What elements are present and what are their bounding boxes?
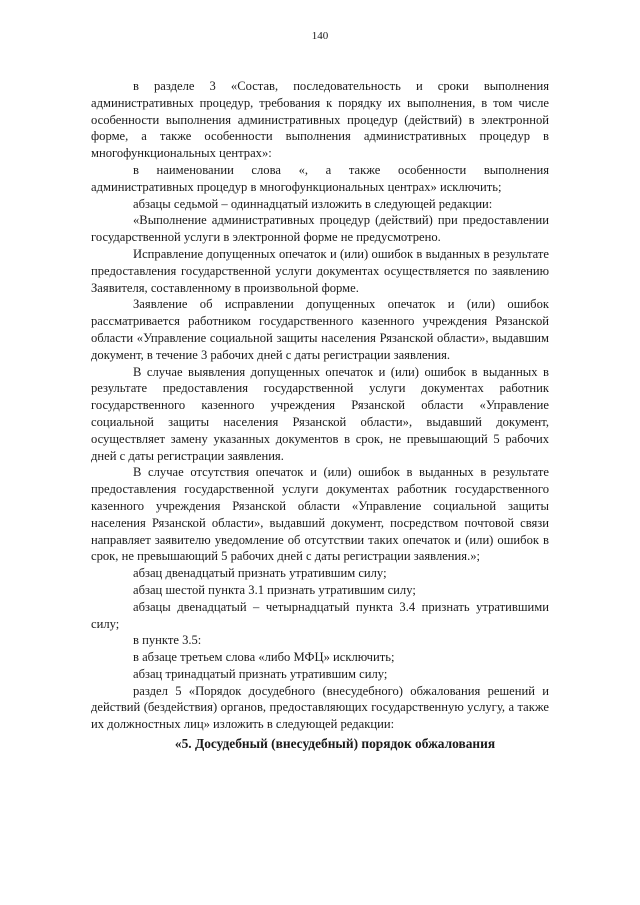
paragraph: абзац двенадцатый признать утратившим силу; bbox=[133, 566, 387, 581]
paragraph: В случае выявления допущенных опечаток и (или) ошибок в выданных в результате предоставления государственной услуги документах работник государственного казенного учреждения Рязанской области «Управление социальной защиты населения Рязанской области», выдавший документ, осуществляет замену указанных документов в срок, не превышающий 5 рабочих дней с даты регистрации заявления. bbox=[91, 364, 549, 463]
paragraph: в абзаце третьем слова «либо МФЦ» исключить; bbox=[133, 650, 395, 665]
paragraph: В случае отсутствия опечаток и (или) ошибок в выданных в результате предоставления государственной услуги документах работник государственного казенного учреждения Рязанской области «Управление социальной защиты населения Рязанской области», выдавший документ, посредством почтовой связи направляет заявителю уведомление об отсутствии таких опечаток и (или) ошибок в срок, не превышающий 5 рабочих дней с даты регистрации заявления.»; bbox=[91, 465, 549, 564]
paragraph: Исправление допущенных опечаток и (или) ошибок в выданных в результате предоставления государственной услуги документах осуществляется по заявлению Заявителя, составленному в произвольной форме. bbox=[91, 246, 549, 295]
paragraph: Заявление об исправлении допущенных опечаток и (или) ошибок рассматривается работником государственного казенного учреждения Рязанской области «Управление социальной защиты населения Рязанской области», выдавшим документ, в течение 3 рабочих дней с даты регистрации заявления. bbox=[91, 297, 549, 362]
page-number: 140 bbox=[311, 30, 329, 42]
paragraph: абзацы двенадцатый – четырнадцатый пункта 3.4 признать утратившими силу; bbox=[91, 599, 549, 631]
paragraph: «Выполнение административных процедур (действий) при предоставлении государственной услуги в электронной форме не предусмотрено. bbox=[91, 213, 549, 245]
section-heading: «5. Досудебный (внесудебный) порядок обжалования bbox=[174, 736, 496, 752]
paragraph: раздел 5 «Порядок досудебного (внесудебного) обжалования решений и действий (бездействия) органов, предоставляющих государственную услугу, а также их должностных лиц» изложить в следующей редакции: bbox=[91, 683, 549, 732]
paragraph: в разделе 3 «Состав, последовательность и сроки выполнения административных процедур, требования к порядку их выполнения, в том числе особенности выполнения административных процедур (действий) в электронной форме, а также особенности выполнения административных процедур в многофункциональных центрах»: bbox=[91, 79, 549, 161]
paragraph: абзац тринадцатый признать утратившим силу; bbox=[133, 666, 388, 681]
paragraph: абзац шестой пункта 3.1 признать утратившим силу; bbox=[133, 582, 416, 597]
paragraph: в наименовании слова «, а также особенности выполнения административных процедур в многофункциональных центрах» исключить; bbox=[91, 162, 549, 194]
paragraph: абзацы седьмой – одиннадцатый изложить в следующей редакции: bbox=[133, 196, 493, 211]
document-body bbox=[91, 78, 549, 752]
paragraph: в пункте 3.5: bbox=[133, 633, 202, 648]
